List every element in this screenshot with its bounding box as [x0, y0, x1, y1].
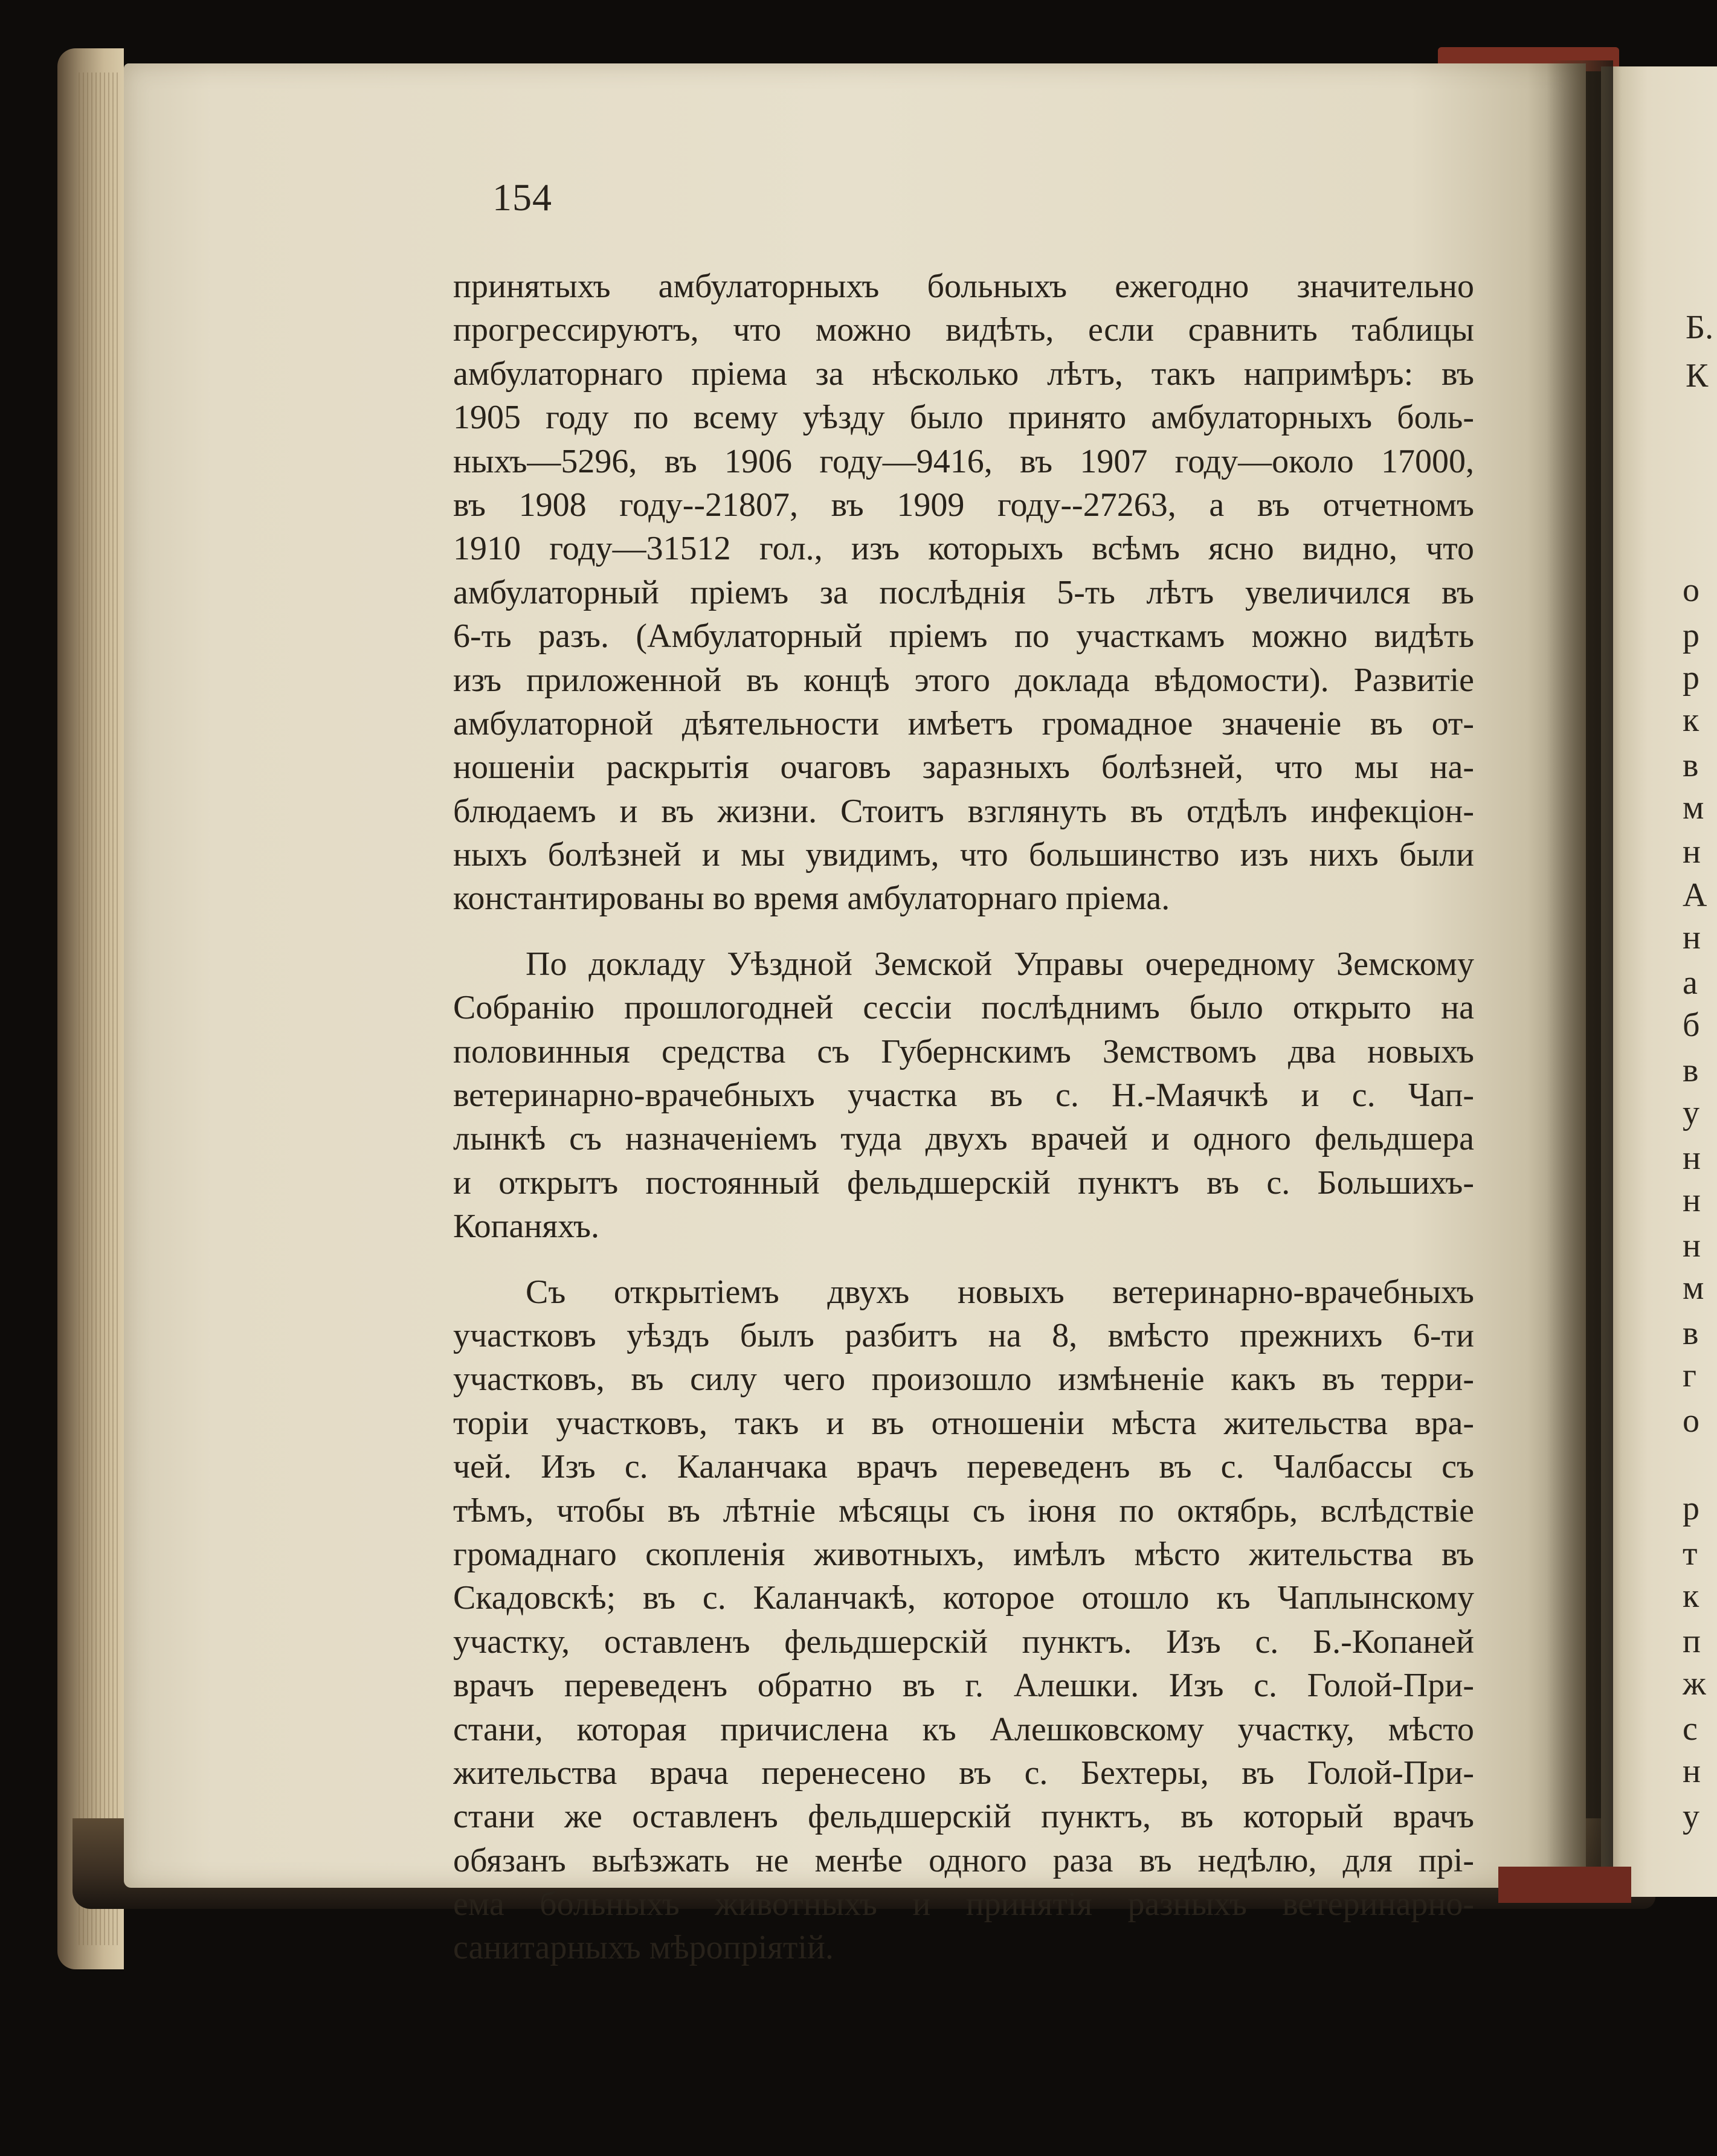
facing-line-fragment: в [1683, 1052, 1699, 1089]
facing-line-fragment: с [1683, 1710, 1698, 1748]
text-line: громаднаго скопленія животныхъ, имѣлъ мѣсто жительства въ [453, 1535, 1474, 1573]
page-number: 154 [492, 176, 552, 219]
text-line: константированы во время амбулаторнаго пріема. [453, 880, 1170, 918]
text-line: чей. Изъ с. Каланчака врачъ переведенъ въ с. Чалбассы съ [453, 1448, 1474, 1486]
text-line: ношеніи раскрытія очаговъ заразныхъ болѣзней, что мы на- [453, 748, 1474, 787]
facing-line-fragment: н [1683, 1752, 1701, 1790]
facing-line-fragment: т [1683, 1535, 1698, 1572]
text-line: половинныя средства съ Губернскимъ Земствомъ два новыхъ [453, 1032, 1474, 1070]
facing-line-fragment: н [1683, 1139, 1701, 1177]
text-line: торіи участковъ, такъ и въ отношеніи мѣста жительства вра- [453, 1404, 1474, 1442]
facing-line-fragment: к [1683, 1577, 1699, 1615]
paragraph-gap [453, 921, 1474, 942]
text-line: 1910 году—31512 гол., изъ которыхъ всѣмъ ясно видно, что [453, 530, 1474, 568]
text-line: прогрессируютъ, что можно видѣть, если сравнить таблицы [453, 311, 1474, 349]
facing-line-fragment: н [1683, 1182, 1701, 1219]
facing-line-fragment: А [1683, 877, 1707, 914]
text-line: Копаняхъ. [453, 1208, 599, 1246]
text-line: блюдаемъ и въ жизни. Стоитъ взглянуть въ отдѣлъ инфекціон- [453, 792, 1474, 830]
text-line: врачъ переведенъ обратно въ г. Алешки. Изъ с. Голой-При- [453, 1667, 1474, 1705]
paragraph-gap [453, 1249, 1474, 1270]
text-line: По докладу Уѣздной Земской Управы очередному Земскому [526, 945, 1474, 983]
text-line: въ 1908 году--21807, въ 1909 году--27263, а въ отчетномъ [453, 486, 1474, 524]
facing-line-fragment: п [1683, 1623, 1701, 1660]
facing-line-fragment: р [1683, 659, 1699, 697]
facing-header-fragment: Б. [1686, 309, 1714, 346]
facing-line-fragment: у [1683, 1798, 1699, 1835]
text-line: Скадовскѣ; въ с. Каланчакѣ, которое отошло къ Чаплынскому [453, 1579, 1474, 1617]
text-line: 6-ть разъ. (Амбулаторный пріемъ по участкамъ можно видѣть [453, 617, 1474, 655]
facing-line-fragment: р [1683, 617, 1699, 654]
facing-line-fragment: р [1683, 1490, 1699, 1527]
facing-line-fragment: у [1683, 1094, 1699, 1131]
facing-line-fragment: о [1683, 571, 1699, 609]
page-body-text [453, 265, 1474, 1970]
facing-line-fragment: г [1683, 1357, 1696, 1394]
facing-line-fragment: н [1683, 919, 1701, 956]
text-line: участку, оставленъ фельдшерскій пунктъ. Изъ с. Б.-Копаней [453, 1623, 1474, 1661]
text-line: ныхъ—5296, въ 1906 году—9416, въ 1907 году—около 17000, [453, 442, 1474, 480]
text-line: участковъ уѣздъ былъ разбитъ на 8, вмѣсто прежнихъ 6-ти [453, 1316, 1474, 1354]
facing-header-fragment: К [1686, 357, 1709, 394]
facing-line-fragment: б [1683, 1006, 1700, 1044]
facing-line-fragment: о [1683, 1402, 1699, 1440]
text-line: санитарныхъ мѣропріятій. [453, 1929, 834, 1967]
text-line: ветеринарно-врачебныхъ участка въ с. Н.-Маячкѣ и с. Чап- [453, 1076, 1474, 1115]
text-line: стани, которая причислена къ Алешковскому участку, мѣсто [453, 1710, 1474, 1748]
text-line: 1905 году по всему уѣзду было принято амбулаторныхъ боль- [453, 399, 1474, 437]
text-line: амбулаторнаго пріема за нѣсколько лѣтъ, такъ напримѣръ: въ [453, 355, 1474, 393]
text-line: участковъ, въ силу чего произошло измѣненіе какъ въ терри- [453, 1360, 1474, 1398]
text-line: тѣмъ, чтобы въ лѣтніе мѣсяцы съ іюня по октябрь, вслѣдствіе [453, 1492, 1474, 1530]
facing-line-fragment: а [1683, 964, 1698, 1002]
facing-line-fragment: в [1683, 1315, 1699, 1352]
text-line: Собранію прошлогодней сессіи послѣднимъ было открыто на [453, 989, 1474, 1027]
facing-line-fragment: к [1683, 701, 1699, 739]
text-line: и открытъ постоянный фельдшерскій пунктъ въ с. Большихъ- [453, 1163, 1474, 1202]
text-line: жительства врача перенесено въ с. Бехтеры, въ Голой-При- [453, 1754, 1474, 1792]
text-line: лынкѣ съ назначеніемъ туда двухъ врачей и одного фельдшера [453, 1120, 1474, 1158]
text-line: амбулаторный пріемъ за послѣднія 5-ть лѣтъ увеличился въ [453, 573, 1474, 611]
facing-line-fragment: н [1683, 1227, 1701, 1264]
text-line: ныхъ болѣзней и мы увидимъ, что большинство изъ нихъ были [453, 836, 1474, 874]
book-gutter-shadow [1547, 60, 1613, 1897]
facing-line-fragment: ж [1683, 1665, 1706, 1702]
cover-spine-bottom [1498, 1867, 1631, 1903]
facing-line-fragment: в [1683, 747, 1699, 784]
page-edge-texture [79, 72, 121, 1945]
text-line: ема больныхъ животныхъ и принятія разныхъ ветеринарно- [453, 1885, 1474, 1923]
facing-line-fragment: м [1683, 789, 1704, 826]
facing-line-fragment: м [1683, 1269, 1704, 1307]
text-line: принятыхъ амбулаторныхъ больныхъ ежегодно значительно [453, 268, 1474, 305]
text-line: амбулаторной дѣятельности имѣетъ громадное значеніе въ от- [453, 704, 1474, 742]
text-line: изъ приложенной въ концѣ этого доклада вѣдомости). Развитіе [453, 661, 1474, 699]
text-line: стани же оставленъ фельдшерскій пунктъ, въ который врачъ [453, 1798, 1474, 1836]
facing-line-fragment: н [1683, 833, 1701, 870]
text-line: Съ открытіемъ двухъ новыхъ ветеринарно-врачебныхъ [526, 1273, 1474, 1311]
text-line: обязанъ выѣзжать не менѣе одного раза въ недѣлю, для прі- [453, 1841, 1474, 1879]
